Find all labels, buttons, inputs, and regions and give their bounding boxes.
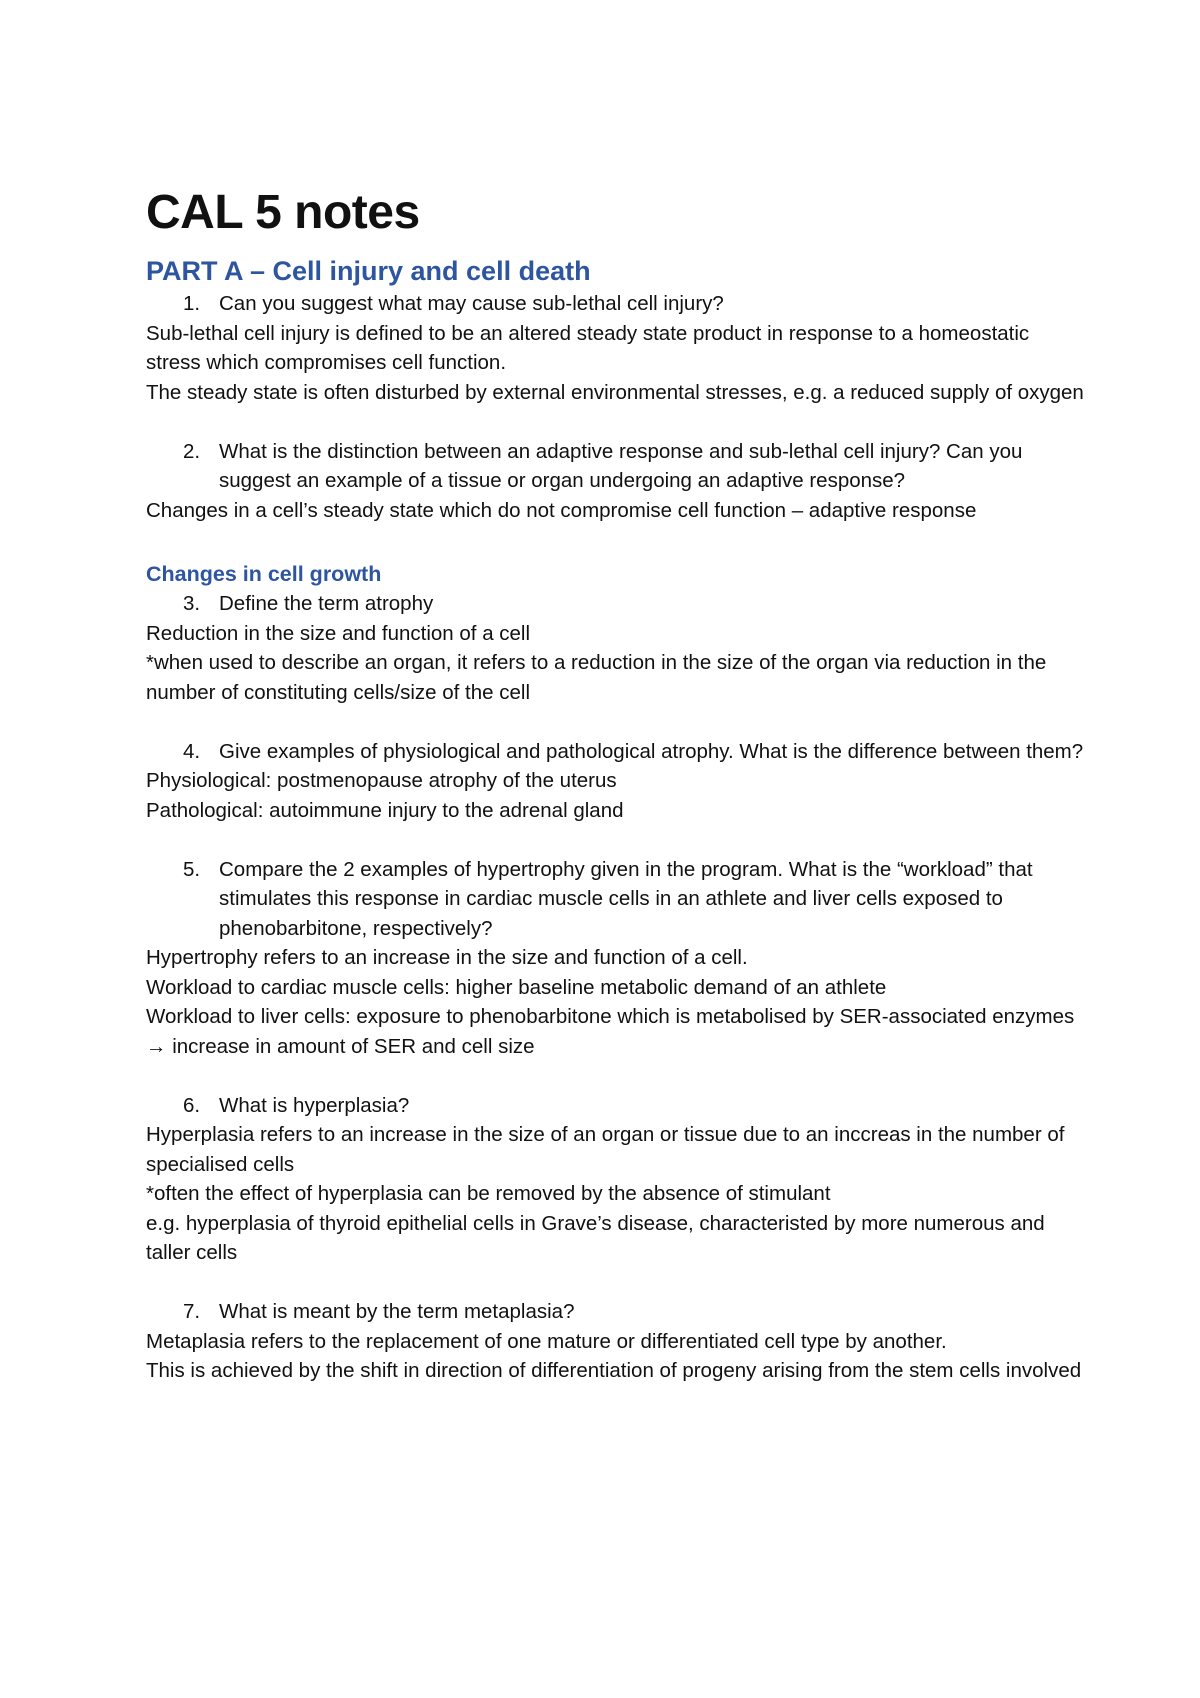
answer-paragraph: e.g. hyperplasia of thyroid epithelial cells in Grave’s disease, characteristed by more numerous and taller cells: [146, 1211, 1045, 1264]
question-text: What is meant by the term metaplasia?: [219, 1300, 575, 1323]
question-number: 7.: [183, 1300, 201, 1323]
question-number: 3.: [183, 592, 201, 615]
answer-paragraph: Workload to liver cells: exposure to phenobarbitone which is metabolised by SER-associated enzymes → increase in amount of SER and cell size: [146, 1005, 1075, 1058]
question-5: [146, 855, 1086, 944]
cell-growth-heading: Changes in cell growth: [146, 562, 382, 586]
answer-paragraph: This is achieved by the shift in direction of differentiation of progeny arising from the stem cells involved: [146, 1359, 1082, 1382]
question-text: What is the distinction between an adaptive response and sub-lethal cell injury? Can you suggest an example of a tissue or organ undergoing an adaptive response?: [219, 439, 1023, 492]
answer-paragraph: The steady state is often disturbed by external environmental stresses, e.g. a reduced supply of oxygen: [146, 380, 1084, 404]
answer-paragraph: Changes in a cell’s steady state which do not compromise cell function – adaptive response: [146, 498, 977, 522]
question-number: 6.: [183, 1093, 201, 1117]
spacer: [146, 707, 1086, 737]
answer-paragraph: Hypertrophy refers to an increase in the size and function of a cell.: [146, 946, 748, 969]
answer-paragraph: Pathological: autoimmune injury to the adrenal gland: [146, 798, 624, 822]
document-content: [146, 183, 1086, 1386]
question-number: 5.: [183, 857, 201, 881]
answer-paragraph: Metaplasia refers to the replacement of one mature or differentiated cell type by another.: [146, 1329, 947, 1353]
spacer: [146, 825, 1086, 855]
answer-paragraph: *when used to describe an organ, it refers to a reduction in the size of the organ via reduction in the number of constituting cells/size of the cell: [146, 651, 1047, 704]
spacer: [146, 1061, 1086, 1091]
question-6: [146, 1091, 1086, 1121]
question-4: [146, 737, 1086, 767]
question-text: Compare the 2 examples of hypertrophy given in the program. What is the “workload” that stimulates this response in cardiac muscle cells in an athlete and liver cells exposed to phenobarbitone, respectively?: [219, 857, 1033, 940]
question-3: [146, 589, 1086, 619]
answer-paragraph: Hyperplasia refers to an increase in the size of an organ or tissue due to an inccreas in the number of specialised cells: [146, 1123, 1065, 1176]
answer-paragraph: Workload to cardiac muscle cells: higher baseline metabolic demand of an athlete: [146, 975, 887, 999]
question-1: [146, 289, 1086, 319]
answer-paragraph: *often the effect of hyperplasia can be removed by the absence of stimulant: [146, 1182, 831, 1205]
answer-paragraph: Reduction in the size and function of a cell: [146, 621, 531, 645]
document-title: CAL 5 notes: [146, 186, 420, 239]
question-text: Give examples of physiological and pathological atrophy. What is the difference between them?: [219, 739, 1084, 763]
question-text: Define the term atrophy: [219, 592, 434, 615]
spacer: [146, 407, 1086, 437]
question-2: [146, 437, 1086, 496]
question-7: [146, 1297, 1086, 1327]
spacer: [146, 1268, 1086, 1298]
question-text: What is hyperplasia?: [219, 1093, 410, 1117]
spacer: [146, 525, 1086, 559]
part-a-heading: PART A – Cell injury and cell death: [146, 256, 591, 286]
question-text: Can you suggest what may cause sub-lethal cell injury?: [219, 292, 724, 315]
question-number: 2.: [183, 439, 201, 463]
question-number: 1.: [183, 292, 201, 315]
answer-paragraph: Physiological: postmenopause atrophy of the uterus: [146, 769, 617, 792]
answer-paragraph: Sub-lethal cell injury is defined to be an altered steady state product in response to a homeostatic stress which compromises cell function.: [146, 321, 1030, 374]
question-number: 4.: [183, 739, 201, 763]
